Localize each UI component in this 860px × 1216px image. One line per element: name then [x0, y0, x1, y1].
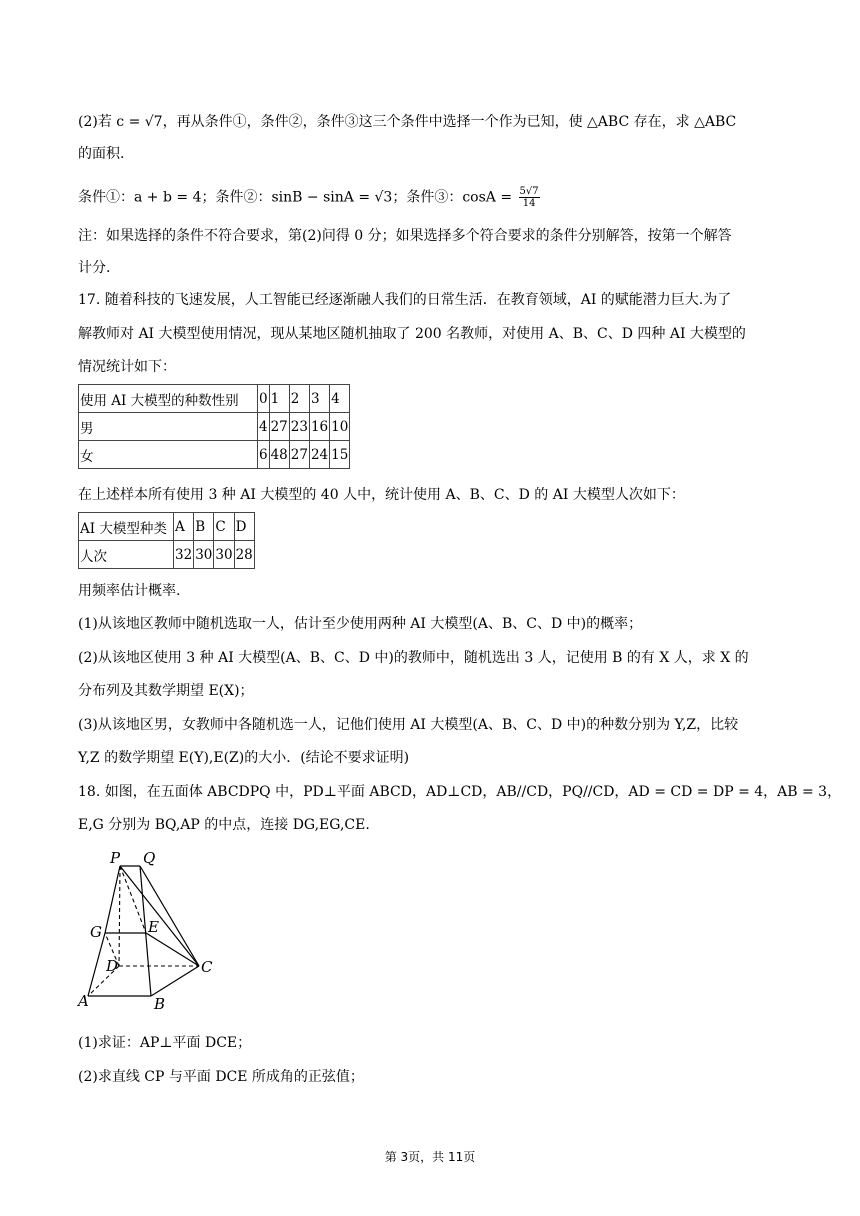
edge-bc: [151, 966, 199, 996]
table1-cell: 16: [309, 413, 329, 441]
edge-pd: [119, 866, 120, 966]
edge-ga: [88, 933, 105, 996]
q17-part2-line1: (2)从该地区使用 3 种 AI 大模型(A、B、C、D 中)的教师中，随机选出 3 人，记使用 B 的有 X 人，求 X 的: [78, 650, 749, 666]
q18-part2: (2)求直线 CP 与平面 DCE 所成角的正弦值；: [78, 1069, 364, 1085]
label-q: Q: [143, 849, 156, 867]
cond3-numerator: 5√7: [519, 186, 539, 197]
label-d: D: [106, 957, 119, 975]
table2-cell: 30: [194, 541, 214, 569]
table1-cell: 女: [79, 441, 258, 469]
table-row: [79, 441, 350, 469]
table1-header-cell: 0: [258, 385, 270, 413]
table2-header-cell: D: [234, 513, 254, 541]
table-row: [79, 541, 255, 569]
table1-cell: 6: [258, 441, 270, 469]
table2-header-cell: AI 大模型种类: [79, 513, 174, 541]
table1-header-cell: 使用 AI 大模型的种数性别: [79, 385, 258, 413]
table1-cell: 15: [330, 441, 350, 469]
q17-part3-line2: Y,Z 的数学期望 E(Y),E(Z)的大小．(结论不要求证明): [78, 750, 410, 766]
table2-cell: 30: [214, 541, 234, 569]
q18-part1: (1)求证：AP⊥平面 DCE；: [78, 1035, 252, 1051]
label-a: A: [78, 992, 89, 1010]
q16-conditions-text: 条件①：a + b = 4；条件②：sinB − sinA = √3；条件③：cosA =: [78, 189, 517, 206]
q16-conditions: [78, 186, 782, 209]
q17-line2: 解教师对 AI 大模型使用情况，现从某地区随机抽取了 200 名教师，对使用 A、B、C、D 四种 AI 大模型的: [78, 326, 746, 342]
q16-part2-line1: (2)若 c = √7，再从条件①，条件②，条件③这三个条件中选择一个作为已知，使 △ABC 存在，求 △ABC: [78, 114, 737, 130]
q17-line3: 情况统计如下：: [78, 359, 176, 375]
table1-cell: 男: [79, 413, 258, 441]
table1-cell: 24: [309, 441, 329, 469]
q17-part2-line2: 分布列及其数学期望 E(X)；: [78, 683, 254, 699]
table1-header-cell: 4: [330, 385, 350, 413]
table-row: [79, 385, 350, 413]
table1-cell: 27: [289, 441, 309, 469]
table1-cell: 48: [269, 441, 289, 469]
pentahedron-figure: [74, 848, 234, 1016]
table1-cell: 10: [330, 413, 350, 441]
label-e: E: [148, 918, 159, 936]
q18-line1: 18. 如图，在五面体 ABCDPQ 中，PD⊥平面 ABCD，AD⊥CD，AB//CD，PQ//CD，AD = CD = DP = 4，AB = 3，: [78, 784, 842, 800]
segment-ec: [146, 933, 199, 966]
table2-header-cell: B: [194, 513, 214, 541]
table1-cell: 27: [269, 413, 289, 441]
table1-cell: 23: [289, 413, 309, 441]
q16-note-line1: 注：如果选择的条件不符合要求，第(2)问得 0 分；如果选择多个符合要求的条件分别解答，按第一个解答: [78, 228, 732, 244]
table2-cell: 28: [234, 541, 254, 569]
cond3-fraction: [519, 186, 540, 209]
table-row: [79, 513, 255, 541]
edge-qc: [140, 866, 199, 966]
edge-pg: [105, 866, 120, 933]
q17-part3-line1: (3)从该地区男，女教师中各随机选一人，记他们使用 AI 大模型(A、B、C、D 中)的种数分别为 Y,Z，比较: [78, 717, 739, 733]
table-row: [79, 413, 350, 441]
table1-header-cell: 2: [289, 385, 309, 413]
q17-line1: 17. 随着科技的飞速发展，人工智能已经逐渐融人我们的日常生活．在教育领域，AI 的赋能潜力巨大.为了: [78, 292, 732, 308]
q17-table1: [78, 384, 350, 469]
table2-header-cell: A: [174, 513, 194, 541]
q17-table2: [78, 512, 255, 569]
cond3-denominator: 14: [522, 198, 536, 209]
q16-part2-line2: 的面积.: [78, 146, 125, 162]
page-footer: 第 3页，共 11页: [384, 1150, 476, 1164]
label-g: G: [90, 923, 102, 941]
q17-line4: 在上述样本所有使用 3 种 AI 大模型的 40 人中，统计使用 A、B、C、D 的 AI 大模型人次如下：: [78, 487, 685, 503]
q17-line5: 用频率估计概率.: [78, 583, 181, 599]
table2-header-cell: C: [214, 513, 234, 541]
q17-part1: (1)从该地区教师中随机选取一人，估计至少使用两种 AI 大模型(A、B、C、D 中)的概率；: [78, 616, 643, 632]
table2-cell: 32: [174, 541, 194, 569]
label-c: C: [201, 958, 213, 976]
table1-header-cell: 1: [269, 385, 289, 413]
q16-note-line2: 计分.: [78, 260, 111, 276]
edge-pc: [120, 866, 199, 966]
table1-header-cell: 3: [309, 385, 329, 413]
label-b: B: [154, 995, 166, 1013]
label-p: P: [110, 849, 121, 867]
segment-pe: [120, 866, 146, 933]
table1-cell: 4: [258, 413, 270, 441]
table2-cell: 人次: [79, 541, 174, 569]
q18-line2: E,G 分别为 BQ,AP 的中点，连接 DG,EG,CE.: [78, 817, 370, 833]
